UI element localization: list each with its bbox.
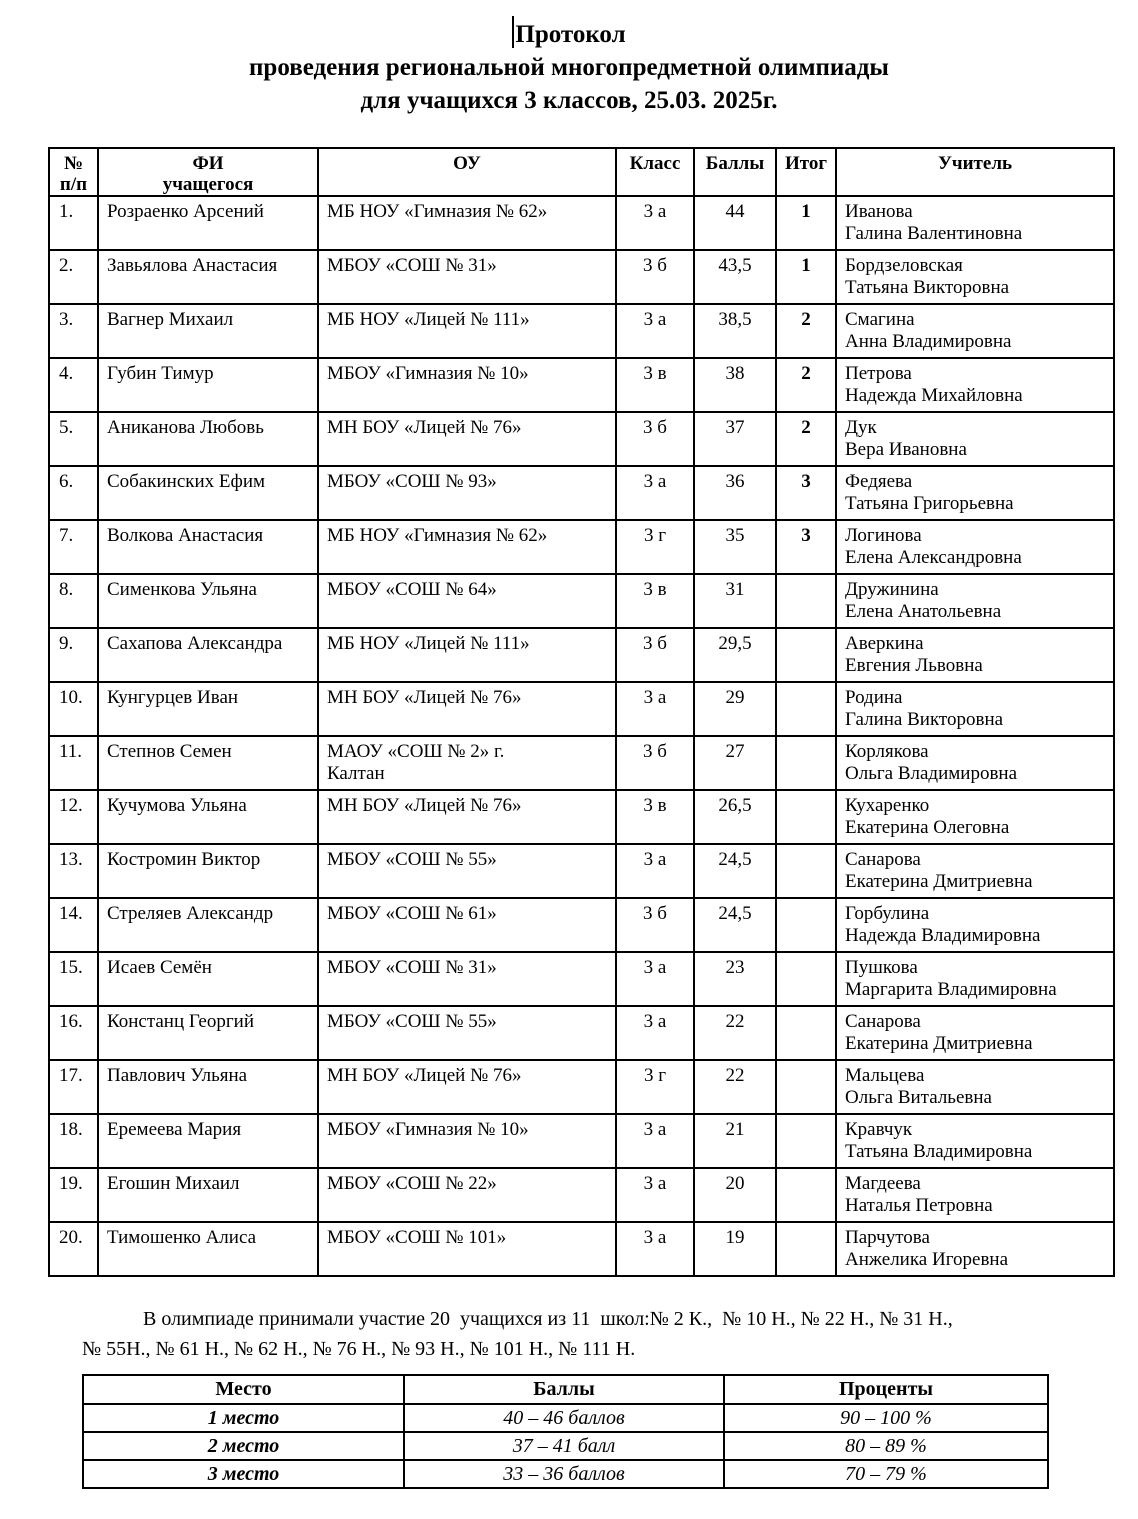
cell-num: 5.	[49, 412, 98, 466]
cell-student-name: Розраенко Арсений	[98, 196, 318, 250]
cell-score: 20	[694, 1168, 776, 1222]
cell-school: МБОУ «СОШ № 101»	[318, 1222, 616, 1276]
cell-student-name: Вагнер Михаил	[98, 304, 318, 358]
cell-num: 9.	[49, 628, 98, 682]
cell-student-name: Констанц Георгий	[98, 1006, 318, 1060]
cell-result	[776, 1114, 836, 1168]
cell-teacher: Бордзеловская Татьяна Викторовна	[836, 250, 1114, 304]
cell-num: 3.	[49, 304, 98, 358]
participation-note-line-1: В олимпиаде принимали участие 20 учащихся из 11 школ:№ 2 К., № 10 Н., № 22 Н., № 31 Н.,	[143, 1308, 953, 1330]
cell-result: 3	[776, 520, 836, 574]
cell-school: МБОУ «СОШ № 31»	[318, 250, 616, 304]
cell-num: 19.	[49, 1168, 98, 1222]
cell-teacher: Магдеева Наталья Петровна	[836, 1168, 1114, 1222]
cell-class: 3 в	[616, 358, 694, 412]
cell-score: 38,5	[694, 304, 776, 358]
cell-class: 3 а	[616, 1006, 694, 1060]
cell-score: 19	[694, 1222, 776, 1276]
table-row	[49, 1168, 1114, 1222]
score-ranges-body	[83, 1404, 1048, 1488]
cell-student-name: Егошин Михаил	[98, 1168, 318, 1222]
cell-result	[776, 1168, 836, 1222]
cell-result	[776, 790, 836, 844]
table-row	[49, 304, 1114, 358]
cell-num: 15.	[49, 952, 98, 1006]
cell-student-name: Степнов Семен	[98, 736, 318, 790]
cell-student-name: Губин Тимур	[98, 358, 318, 412]
cell-num: 18.	[49, 1114, 98, 1168]
cell-teacher: Дук Вера Ивановна	[836, 412, 1114, 466]
document-title-line-2: проведения региональной многопредметной олимпиады	[249, 54, 889, 81]
cell-num: 12.	[49, 790, 98, 844]
header-percents: Проценты	[724, 1375, 1048, 1404]
cell-score: 35	[694, 520, 776, 574]
cell-score: 38	[694, 358, 776, 412]
cell-school: МБ НОУ «Лицей № 111»	[318, 304, 616, 358]
cell-points: 37 – 41 балл	[404, 1432, 724, 1460]
cell-class: 3 б	[616, 628, 694, 682]
cell-school: МБОУ «СОШ № 55»	[318, 1006, 616, 1060]
cell-student-name: Волкова Анастасия	[98, 520, 318, 574]
table-row	[49, 466, 1114, 520]
cell-student-name: Сахапова Александра	[98, 628, 318, 682]
table-row	[49, 898, 1114, 952]
table-row	[49, 574, 1114, 628]
cell-school: МБОУ «СОШ № 61»	[318, 898, 616, 952]
cell-teacher: Санарова Екатерина Дмитриевна	[836, 844, 1114, 898]
header-points: Баллы	[404, 1375, 724, 1404]
header-student-name: ФИ учащегося	[98, 148, 318, 196]
header-score: Баллы	[694, 148, 776, 196]
cell-teacher: Горбулина Надежда Владимировна	[836, 898, 1114, 952]
cell-school: МБОУ «Гимназия № 10»	[318, 1114, 616, 1168]
cell-student-name: Костромин Виктор	[98, 844, 318, 898]
table-row	[49, 1060, 1114, 1114]
cell-result: 1	[776, 196, 836, 250]
cell-result: 2	[776, 358, 836, 412]
cell-teacher: Иванова Галина Валентиновна	[836, 196, 1114, 250]
cell-place: 3 место	[83, 1460, 404, 1488]
cell-student-name: Завьялова Анастасия	[98, 250, 318, 304]
cell-points: 33 – 36 баллов	[404, 1460, 724, 1488]
cell-percents: 90 – 100 %	[724, 1404, 1048, 1432]
table-row	[49, 790, 1114, 844]
cell-num: 10.	[49, 682, 98, 736]
table-row	[49, 844, 1114, 898]
title-text-1: Протокол	[515, 21, 626, 48]
cell-result	[776, 736, 836, 790]
cell-points: 40 – 46 баллов	[404, 1404, 724, 1432]
score-ranges-table	[82, 1374, 1049, 1489]
cell-score: 22	[694, 1006, 776, 1060]
cell-student-name: Исаев Семён	[98, 952, 318, 1006]
cell-class: 3 г	[616, 1060, 694, 1114]
cell-class: 3 б	[616, 250, 694, 304]
cell-student-name: Сименкова Ульяна	[98, 574, 318, 628]
cell-num: 1.	[49, 196, 98, 250]
cell-teacher: Корлякова Ольга Владимировна	[836, 736, 1114, 790]
cell-student-name: Кунгурцев Иван	[98, 682, 318, 736]
table-row	[49, 250, 1114, 304]
cell-teacher: Смагина Анна Владимировна	[836, 304, 1114, 358]
cell-school: МН БОУ «Лицей № 76»	[318, 1060, 616, 1114]
cell-student-name: Кучумова Ульяна	[98, 790, 318, 844]
cell-class: 3 а	[616, 952, 694, 1006]
cell-teacher: Пушкова Маргарита Владимировна	[836, 952, 1114, 1006]
cell-score: 27	[694, 736, 776, 790]
cell-school: МБОУ «СОШ № 93»	[318, 466, 616, 520]
cell-student-name: Собакинских Ефим	[98, 466, 318, 520]
table-row	[49, 1006, 1114, 1060]
cell-num: 13.	[49, 844, 98, 898]
cell-score: 29	[694, 682, 776, 736]
table-row	[49, 520, 1114, 574]
cell-student-name: Павлович Ульяна	[98, 1060, 318, 1114]
cell-score: 44	[694, 196, 776, 250]
cell-score: 24,5	[694, 898, 776, 952]
results-table-body	[49, 196, 1114, 1276]
cell-result	[776, 628, 836, 682]
cell-class: 3 а	[616, 466, 694, 520]
document-title-line-1	[0, 16, 1138, 51]
cell-result	[776, 952, 836, 1006]
cell-teacher: Дружинина Елена Анатольевна	[836, 574, 1114, 628]
cell-class: 3 г	[616, 520, 694, 574]
cell-school: МБОУ «СОШ № 64»	[318, 574, 616, 628]
cell-place: 1 место	[83, 1404, 404, 1432]
header-teacher: Учитель	[836, 148, 1114, 196]
cell-place: 2 место	[83, 1432, 404, 1460]
cell-class: 3 б	[616, 898, 694, 952]
cell-school: МБ НОУ «Лицей № 111»	[318, 628, 616, 682]
cell-percents: 80 – 89 %	[724, 1432, 1048, 1460]
cell-result	[776, 574, 836, 628]
score-range-row	[83, 1460, 1048, 1488]
table-row	[49, 196, 1114, 250]
score-ranges-header-row	[83, 1375, 1048, 1404]
table-row	[49, 736, 1114, 790]
cell-score: 24,5	[694, 844, 776, 898]
cell-class: 3 в	[616, 574, 694, 628]
cell-teacher: Федяева Татьяна Григорьевна	[836, 466, 1114, 520]
table-row	[49, 1222, 1114, 1276]
cell-school: МН БОУ «Лицей № 76»	[318, 682, 616, 736]
cell-teacher: Мальцева Ольга Витальевна	[836, 1060, 1114, 1114]
cell-score: 26,5	[694, 790, 776, 844]
table-row	[49, 358, 1114, 412]
cell-school: МБ НОУ «Гимназия № 62»	[318, 196, 616, 250]
participation-note-line-2: № 55Н., № 61 Н., № 62 Н., № 76 Н., № 93 Н., № 101 Н., № 111 Н.	[82, 1338, 636, 1360]
cell-result: 3	[776, 466, 836, 520]
cell-num: 20.	[49, 1222, 98, 1276]
cell-school: МБ НОУ «Гимназия № 62»	[318, 520, 616, 574]
cell-num: 8.	[49, 574, 98, 628]
cell-student-name: Тимошенко Алиса	[98, 1222, 318, 1276]
cell-result: 1	[776, 250, 836, 304]
participation-note	[82, 1304, 1138, 1364]
cell-school: МАОУ «СОШ № 2» г. Калтан	[318, 736, 616, 790]
cell-class: 3 а	[616, 304, 694, 358]
cell-score: 37	[694, 412, 776, 466]
cell-teacher: Петрова Надежда Михайловна	[836, 358, 1114, 412]
cell-num: 4.	[49, 358, 98, 412]
cell-result	[776, 898, 836, 952]
score-range-row	[83, 1404, 1048, 1432]
cell-num: 11.	[49, 736, 98, 790]
header-class: Класс	[616, 148, 694, 196]
header-result: Итог	[776, 148, 836, 196]
cell-school: МБОУ «СОШ № 55»	[318, 844, 616, 898]
cell-result	[776, 844, 836, 898]
cell-num: 7.	[49, 520, 98, 574]
cell-class: 3 а	[616, 196, 694, 250]
cell-teacher: Парчутова Анжелика Игоревна	[836, 1222, 1114, 1276]
cell-class: 3 а	[616, 682, 694, 736]
cell-student-name: Аниканова Любовь	[98, 412, 318, 466]
cell-school: МБОУ «Гимназия № 10»	[318, 358, 616, 412]
cell-percents: 70 – 79 %	[724, 1460, 1048, 1488]
cell-score: 29,5	[694, 628, 776, 682]
cell-student-name: Стреляев Александр	[98, 898, 318, 952]
cell-class: 3 в	[616, 790, 694, 844]
cell-teacher: Санарова Екатерина Дмитриевна	[836, 1006, 1114, 1060]
cell-class: 3 а	[616, 1168, 694, 1222]
cell-result	[776, 682, 836, 736]
table-row	[49, 682, 1114, 736]
cell-score: 23	[694, 952, 776, 1006]
cell-school: МН БОУ «Лицей № 76»	[318, 412, 616, 466]
document-title-line-3: для учащихся 3 классов, 25.03. 2025г.	[360, 87, 778, 114]
cell-class: 3 а	[616, 1222, 694, 1276]
cell-class: 3 а	[616, 844, 694, 898]
results-table	[48, 147, 1115, 1277]
cell-class: 3 б	[616, 412, 694, 466]
cell-teacher: Кухаренко Екатерина Олеговна	[836, 790, 1114, 844]
cell-class: 3 б	[616, 736, 694, 790]
table-row	[49, 628, 1114, 682]
cell-result	[776, 1222, 836, 1276]
cell-result	[776, 1006, 836, 1060]
cell-student-name: Еремеева Мария	[98, 1114, 318, 1168]
cell-class: 3 а	[616, 1114, 694, 1168]
cell-school: МБОУ «СОШ № 31»	[318, 952, 616, 1006]
cell-num: 2.	[49, 250, 98, 304]
cell-score: 31	[694, 574, 776, 628]
table-row	[49, 952, 1114, 1006]
score-range-row	[83, 1432, 1048, 1460]
cell-teacher: Аверкина Евгения Львовна	[836, 628, 1114, 682]
cell-result: 2	[776, 304, 836, 358]
header-place: Место	[83, 1375, 404, 1404]
header-num: № п/п	[49, 148, 98, 196]
cell-score: 21	[694, 1114, 776, 1168]
cell-teacher: Кравчук Татьяна Владимировна	[836, 1114, 1114, 1168]
cell-score: 36	[694, 466, 776, 520]
cell-num: 6.	[49, 466, 98, 520]
cell-teacher: Родина Галина Викторовна	[836, 682, 1114, 736]
header-school: ОУ	[318, 148, 616, 196]
document-title	[0, 0, 1138, 117]
cell-num: 16.	[49, 1006, 98, 1060]
cell-score: 43,5	[694, 250, 776, 304]
cell-school: МБОУ «СОШ № 22»	[318, 1168, 616, 1222]
cell-teacher: Логинова Елена Александровна	[836, 520, 1114, 574]
cell-school: МН БОУ «Лицей № 76»	[318, 790, 616, 844]
cell-result: 2	[776, 412, 836, 466]
cell-num: 17.	[49, 1060, 98, 1114]
cell-score: 22	[694, 1060, 776, 1114]
cell-num: 14.	[49, 898, 98, 952]
table-row	[49, 412, 1114, 466]
table-row	[49, 1114, 1114, 1168]
cell-result	[776, 1060, 836, 1114]
results-header-row	[49, 148, 1114, 196]
